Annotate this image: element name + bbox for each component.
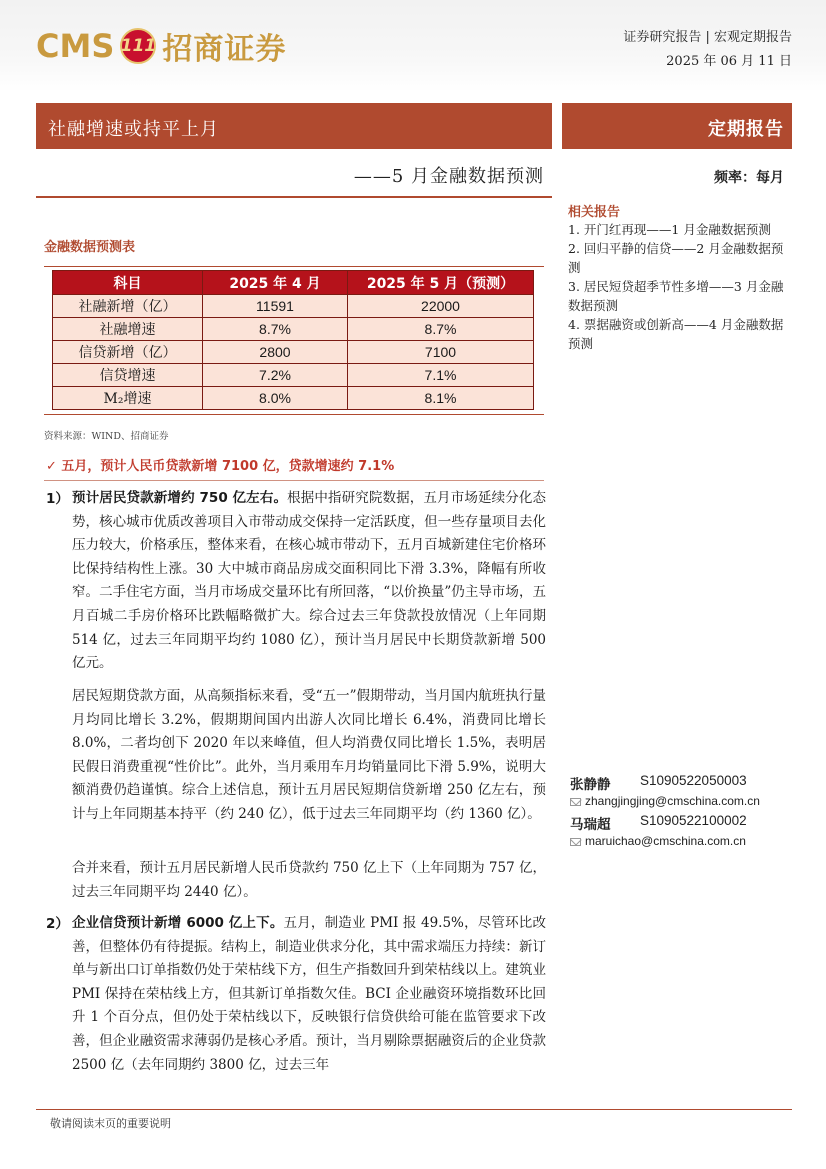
related-reports-title: 相关报告 — [568, 205, 621, 220]
table-source: 资料来源：WIND、招商证券 — [44, 431, 169, 442]
table-caption: 金融数据预测表 — [44, 240, 136, 255]
row-label: M₂增速 — [53, 387, 203, 410]
report-date: 2025 年 06 月 11 日 — [666, 54, 792, 69]
footer-divider — [36, 1109, 792, 1110]
cell-value: 8.7% — [348, 318, 534, 341]
cell-value: 22000 — [348, 295, 534, 318]
company-logo — [36, 24, 286, 68]
paragraph-lead: 企业信贷预计新增 6000 亿上下。 — [72, 915, 284, 931]
report-type: 证券研究报告 | 宏观定期报告 — [623, 30, 792, 45]
paragraph-text: 根据中指研究院数据，五月市场延续分化态势，核心城市优质改善项目入市带动成交保持一定活跃度，但一些存量项目去化压力较大，价格承压，整体来看，在核心城市带动下，五月百城新建住宅价格环比保持结构性上涨。30 大中城市商品房成交面积同比下滑 3.3%，降幅有所收窄。二手住宅方面，当月市场成交量环比有所回落，“以价换量”仍主导市场，五月百城二手房价格环比跌幅略微扩大。综合过去三年贷款投放情况（上年同期 514 亿，过去三年同期平均约 1080 亿），预计当月居民中长期贷款新增 500 亿元。 — [72, 490, 546, 672]
report-subtitle: ——5 月金融数据预测 — [353, 166, 544, 187]
author-name: 马瑞超 — [570, 817, 611, 833]
table-top-rule — [44, 266, 544, 267]
row-label: 社融新增（亿） — [53, 295, 203, 318]
mail-icon — [570, 838, 581, 846]
report-title: 社融增速或持平上月 — [48, 119, 219, 140]
paragraph-corporate-loans — [72, 912, 546, 1077]
row-label: 社融增速 — [53, 318, 203, 341]
paragraph-summary — [72, 857, 546, 904]
column-header: 科目 — [53, 271, 203, 295]
table-row — [53, 318, 534, 341]
paragraph-short-term — [72, 685, 546, 827]
paragraph-text: 五月，制造业 PMI 报 49.5%，尽管环比改善，但整体仍有待提振。结构上，制造业供求分化，其中需求端压力持续：新订单与新出口订单指数仍处于荣枯线下方，但生产指数回升到荣枯线以上。建筑业 PMI 保持在荣枯线上方，但其新订单指数欠佳。BCI 企业融资环境指数环比回升 1 个百分点，但仍处于荣枯线以下，反映银行信贷供给可能在监管要求下改善，但企业融资需求薄弱仍是核心矛盾。预计，当月剔除票据融资后的企业贷款 2500 亿（去年同期约 3800 亿，过去三年 — [72, 915, 546, 1073]
table-row — [53, 341, 534, 364]
related-report-item[interactable]: 2. 回归平静的信贷——2 月金融数据预测 — [568, 241, 784, 275]
highlight-divider — [44, 480, 544, 481]
table-bottom-rule — [44, 414, 544, 415]
table-row — [53, 364, 534, 387]
related-report-item[interactable]: 1. 开门红再现——1 月金融数据预测 — [568, 222, 771, 237]
cell-value: 8.0% — [203, 387, 348, 410]
related-report-item[interactable]: 4. 票据融资或创新高——4 月金融数据预测 — [568, 317, 784, 351]
row-label: 信贷增速 — [53, 364, 203, 387]
column-header: 2025 年 5 月（预测） — [348, 271, 534, 295]
paragraph-lead: 预计居民贷款新增约 750 亿左右。 — [72, 490, 288, 506]
frequency: 频率：每月 — [714, 170, 784, 186]
header-meta — [623, 26, 792, 74]
cell-value: 8.1% — [348, 387, 534, 410]
section-number: 2） — [46, 916, 69, 932]
cell-value: 11591 — [203, 295, 348, 318]
email-text: zhangjingjing@cmschina.com.cn — [585, 794, 760, 808]
footer-note: 敬请阅读末页的重要说明 — [50, 1117, 171, 1130]
column-header: 2025 年 4 月 — [203, 271, 348, 295]
cell-value: 2800 — [203, 341, 348, 364]
cell-value: 8.7% — [203, 318, 348, 341]
side-label: 定期报告 — [708, 119, 784, 140]
title-bar — [36, 103, 552, 149]
paragraph-text: 居民短期贷款方面，从高频指标来看，受“五一”假期带动，当月国内航班执行量月均同比增长 3.2%，假期期间国内出游人次同比增长 6.4%，消费同比增长 8.0%，二者均创下 2020 年以来峰值，但人均消费仅同比增长 1.5%，表明居民假日消费重视“性价比”。此外，当月乘用车月均销量同比下滑 5.9%，说明大额消费仍趋谨慎。综合上述信息，预计五月居民短期信贷新增 250 亿左右，预计与上年同期基本持平（约 240 亿），低于过去三年同期平均（约 1360 亿）。 — [72, 688, 546, 822]
email-text: maruichao@cmschina.com.cn — [585, 834, 746, 848]
logo-emblem-icon: 111 — [120, 28, 156, 64]
related-reports-list — [568, 220, 790, 353]
forecast-table — [52, 270, 534, 410]
mail-icon — [570, 798, 581, 806]
author-entry — [570, 813, 747, 833]
side-label-bar — [562, 103, 792, 149]
author-name: 张静静 — [570, 777, 611, 793]
title-divider — [36, 196, 552, 198]
logo-latin: CMS — [36, 27, 115, 65]
author-email[interactable] — [570, 834, 746, 848]
section-number: 1） — [46, 491, 69, 507]
row-label: 信贷新增（亿） — [53, 341, 203, 364]
cell-value: 7100 — [348, 341, 534, 364]
table-row — [53, 387, 534, 410]
table-header-row — [53, 271, 534, 295]
related-report-item[interactable]: 3. 居民短贷超季节性多增——3 月金融数据预测 — [568, 279, 784, 313]
author-email[interactable] — [570, 794, 760, 808]
paragraph-text: 合并来看，预计五月居民新增人民币贷款约 750 亿上下（上年同期为 757 亿，过去三年同期平均 2440 亿）。 — [72, 860, 546, 900]
cell-value: 7.1% — [348, 364, 534, 387]
table-row — [53, 295, 534, 318]
author-entry — [570, 773, 747, 793]
logo-chinese: 招商证券 — [162, 32, 287, 67]
author-code: S1090522050003 — [640, 773, 747, 788]
author-code: S1090522100002 — [640, 813, 747, 828]
paragraph-household-loans — [72, 487, 546, 676]
key-highlight: ✓ 五月，预计人民币贷款新增 7100 亿，贷款增速约 7.1% — [46, 459, 395, 474]
cell-value: 7.2% — [203, 364, 348, 387]
